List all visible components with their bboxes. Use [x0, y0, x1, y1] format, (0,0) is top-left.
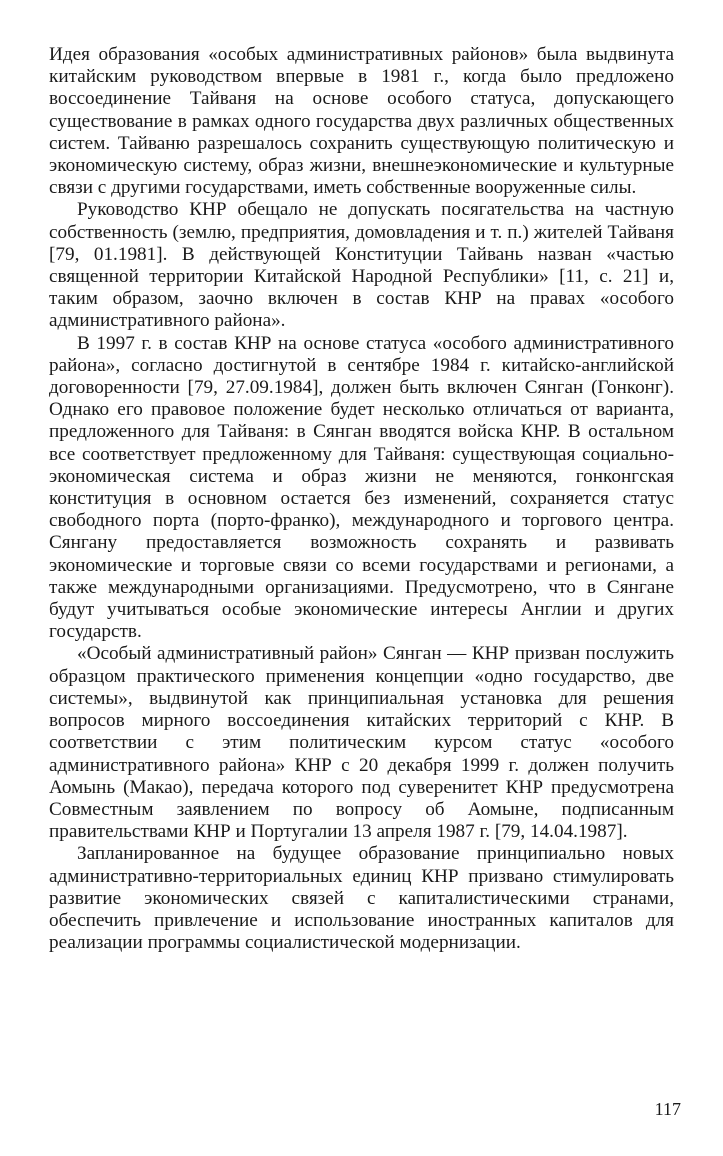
- paragraph-4: «Особый административный район» Сянган — КНР призван послужить образцом практического применения концепции «одно государство, две системы», выдвинутой как принципиальная установка для решения вопросов мирного воссоединения китайских территорий с КНР. В соответствии с этим политическим курсом статус «особого административного района» КНР с 20 декабря 1999 г. должен получить Аомынь (Макао), передача которого под суверенитет КНР предусмотрена Совместным заявлением по вопросу об Аомыне, подписанным правительствами КНР и Португалии 13 апреля 1987 г. [79, 14.04.1987].: [49, 643, 674, 843]
- paragraph-2: Руководство КНР обещало не допускать посягательства на частную собственность (землю, предприятия, домовладения и т. п.) жителей Тайваня [79, 01.1981]. В действующей Конституции Тайвань назван «частью священной территории Китайской Народной Республики» [11, с. 21] и, таким образом, заочно включен в состав КНР на правах «особого административного района».: [49, 199, 674, 332]
- page-number: 117: [654, 1099, 681, 1119]
- paragraph-3: В 1997 г. в состав КНР на основе статуса «особого административного района», согласно достигнутой в сентябре 1984 г. китайско-английской договоренности [79, 27.09.1984], должен быть включен Сянган (Гонконг). Однако его правовое положение будет несколько отличаться от варианта, предложенного для Тайваня: в Сянган вводятся войска КНР. В остальном все соответствует предложенному для Тайваня: существующая социально-экономическая система и образ жизни не меняются, гонконгская конституция в основном остается без изменений, сохраняется статус свободного порта (порто-франко), международного и торгового центра. Сянгану предоставляется возможность сохранять и развивать экономические и торговые связи со всеми государствами и регионами, а также международными организациями. Предусмотрено, что в Сянгане будут учитываться особые экономические интересы Англии и других государств.: [49, 332, 674, 643]
- paragraph-1: Идея образования «особых административных районов» была выдвинута китайским руководством впервые в 1981 г., когда было предложено воссоединение Тайваня на основе особого статуса, допускающего существование в рамках одного государства двух различных общественных систем. Тайваню разрешалось сохранить существующую политическую и экономическую систему, образ жизни, внешнеэкономические и культурные связи с другими государствами, иметь собственные вооруженные силы.: [49, 44, 674, 199]
- paragraph-5: Запланированное на будущее образование принципиально новых административно-территориальных единиц КНР призвано стимулировать развитие экономических связей с капиталистическими странами, обеспечить привлечение и использование иностранных капиталов для реализации программы социалистической модернизации.: [49, 843, 674, 954]
- page-body: [49, 44, 674, 954]
